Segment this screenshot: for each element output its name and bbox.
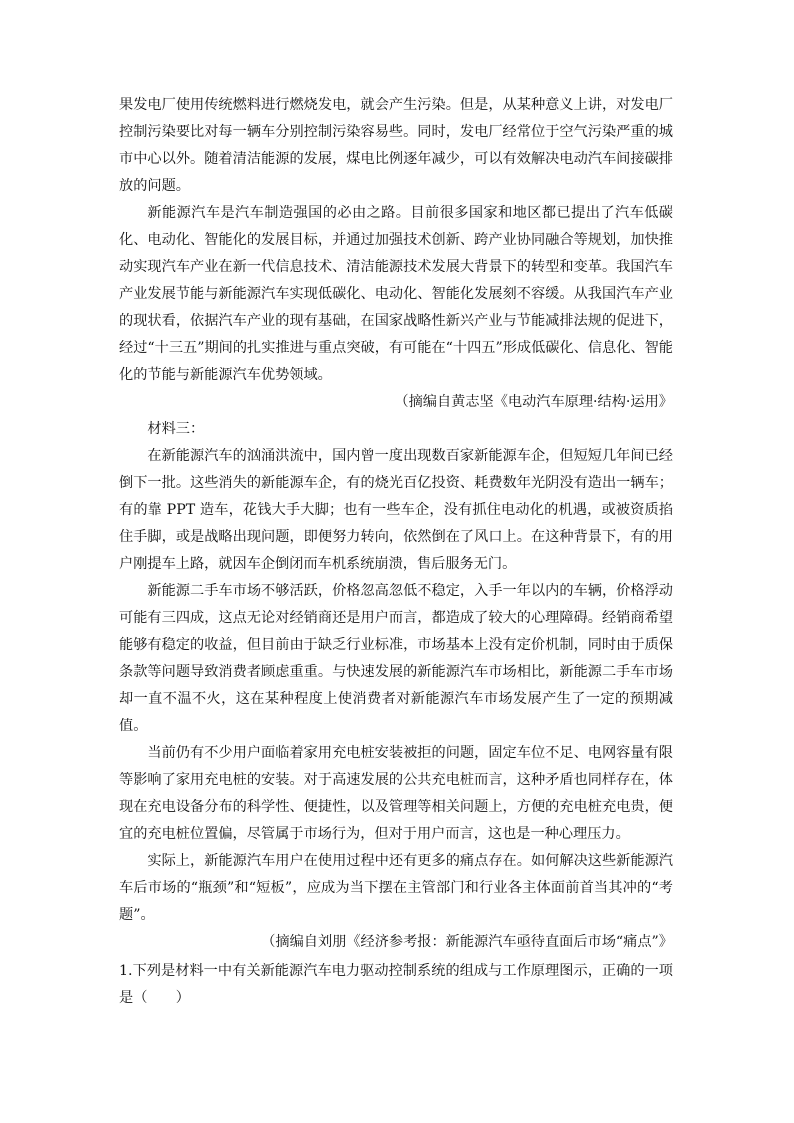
paragraph-charging-piles: 当前仍有不少用户面临着家用充电桩安装被拒的问题，固定车位不足、电网容量有限等影响了家用充电桩的安装。对于高速发展的公共充电桩而言，这种矛盾也同样存在，体现在充电设备分布的科学性、便捷性，以及管理等相关问题上，方便的充电桩充电贵，便宜的充电桩位置偏，尽管属于市场行为，但对于用户而言，这也是一种心理压力。	[119, 745, 673, 842]
paragraph-continued: 果发电厂使用传统燃料进行燃烧发电，就会产生污染。但是，从某种意义上讲，对发电厂控制污染要比对每一辆车分别控制污染容易些。同时，发电厂经常位于空气污染严重的城市中心以外。随着清洁能源的发展，煤电比例逐年减少，可以有效解决电动汽车间接碳排放的问题。	[119, 97, 673, 194]
source-citation-1: （摘编自黄志坚《电动汽车原理·结构·运用》	[394, 394, 673, 410]
paragraph-used-car-market: 新能源二手车市场不够活跃，价格忽高忽低不稳定，入手一年以内的车辆，价格浮动可能有三四成，这点无论对经销商还是用户而言，都造成了较大的心理障碍。经销商希望能够有稳定的收益，但目前由于缺乏行业标准，市场基本上没有定价机制，同时由于质保条款等问题导致消费者顾虑重重。与快速发展的新能源汽车市场相比，新能源二手车市场却一直不温不火，这在某种程度上使消费者对新能源汽车市场发展产生了一定的预期减值。	[119, 583, 673, 734]
document-body	[119, 92, 673, 1012]
question-1: 1.下列是材料一中有关新能源汽车电力驱动控制系统的组成与工作原理图示，正确的一项是（ ）	[119, 963, 673, 1006]
paragraph-new-energy-vehicles: 新能源汽车是汽车制造强国的必由之路。目前很多国家和地区都已提出了汽车低碳化、电动化、智能化的发展目标，并通过加强技术创新、跨产业协同融合等规划，加快推动实现汽车产业在新一代信息技术、清洁能源技术发展大背景下的转型和变革。我国汽车产业发展节能与新能源汽车实现低碳化、电动化、智能化发展刻不容缓。从我国汽车产业的现状看，依据汽车产业的现有基础，在国家战略性新兴产业与节能减排法规的促进下，经过“十三五”期间的扎实推进与重点突破，有可能在“十四五”形成低碳化、信息化、智能化的节能与新能源汽车优势领域。	[119, 205, 673, 383]
source-citation-2: （摘编自刘朋《经济参考报：新能源汽车亟待直面后市场“痛点”》	[261, 934, 673, 950]
paragraph-pain-points: 实际上，新能源汽车用户在使用过程中还有更多的痛点存在。如何解决这些新能源汽车后市场的“瓶颈”和“短板”，应成为当下摆在主管部门和行业各主体面前首当其冲的“考题”。	[119, 853, 673, 923]
paragraph-automakers: 在新能源汽车的汹涌洪流中，国内曾一度出现数百家新能源车企，但短短几年间已经倒下一批。这些消失的新能源车企，有的烧光百亿投资、耗费数年光阴没有造出一辆车；有的靠 PPT 造车，花钱大手大脚；也有一些车企，没有抓住电动化的机遇，或被资质掐住手脚，或是战略出现问题，即便努力转向，依然倒在了风口上。在这种背景下，有的用户刚提车上路，就因车企倒闭而车机系统崩溃，售后服务无门。	[119, 448, 673, 572]
material-three-heading: 材料三：	[147, 421, 205, 437]
